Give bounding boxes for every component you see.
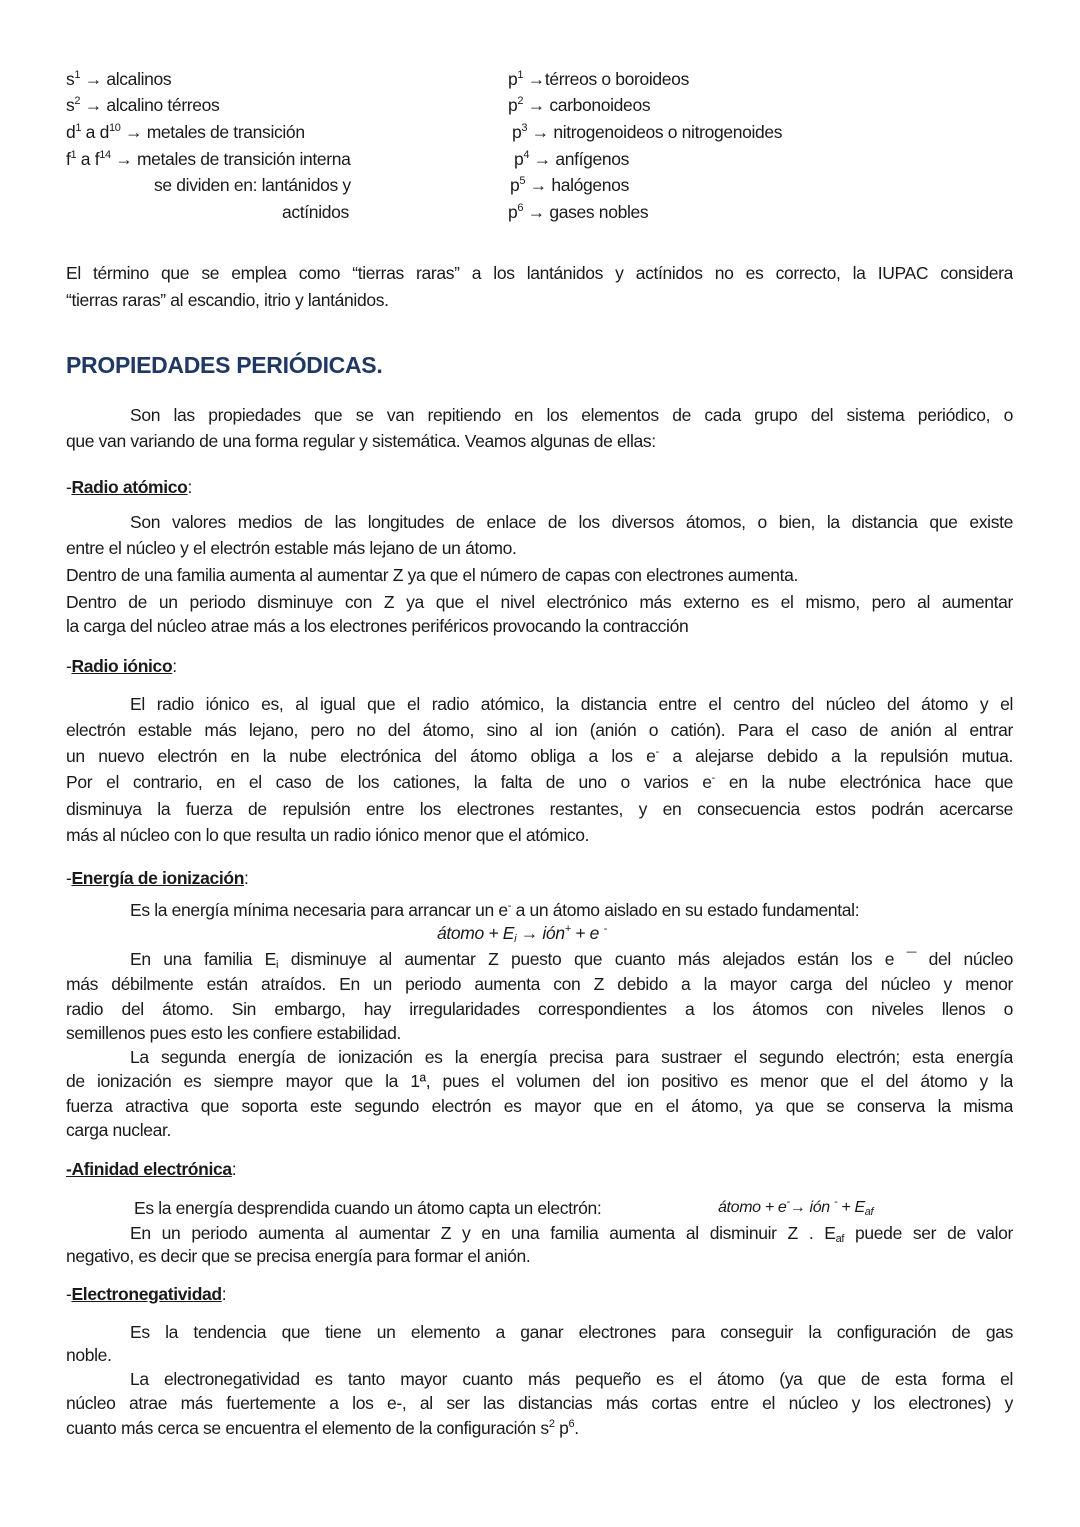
paragraph-line: El radio iónico es, al igual que el radio atómico, la distancia entre el centro del núcleo del átomo y el [130, 694, 1013, 714]
rare-earths-text: El término que se emplea como “tierras raras” a los lantánidos y actínidos no es correcto, la IUPAC considera [66, 263, 1013, 283]
lanthanides-note: se dividen en: lantánidos y [154, 175, 351, 195]
paragraph-line: disminuya la fuerza de repulsión entre los electrones restantes, y en consecuencia estos podrán acercarse [66, 799, 1013, 819]
paragraph-line: núcleo atrae más fuertemente a los e-, al ser las distancias más cortas entre el núcleo y los electrones) y [66, 1393, 1013, 1413]
paragraph-line: electrón estable más lejano, pero no del átomo, sino al ion (anión o catión). Para el caso de anión al entrar [66, 720, 1013, 740]
paragraph-line: Dentro de una familia aumenta al aumentar Z ya que el número de capas con electrones aumenta. [66, 565, 799, 585]
paragraph-line: carga nuclear. [66, 1120, 172, 1140]
ionization-equation: átomo + $E_i$ → ión+ + e - [437, 923, 607, 945]
configuration-group-item: $s^2$ → alcalino térreos [66, 95, 220, 115]
paragraph-line: cuanto más cerca se encuentra el elemento de la configuración $s^2$ $p^6$. [66, 1418, 579, 1438]
intro-text: Son las propiedades que se van repitiendo en los elementos de cada grupo del sistema periódico, o [130, 405, 1013, 425]
paragraph-line: más al núcleo con lo que resulta un radio iónico menor que el atómico. [66, 825, 590, 845]
paragraph-line: Dentro de un periodo disminuye con Z ya que el nivel electrónico más externo es el mismo, pero al aumentar [66, 592, 1013, 612]
configuration-group-item: $p^5$ → halógenos [510, 175, 629, 195]
configuration-group-item: $f^1$ a $f^{14}$ → metales de transición interna [66, 149, 351, 169]
paragraph-line: negativo, es decir que se precisa energía para formar el anión. [66, 1246, 531, 1266]
paragraph-line: semillenos pues esto les confiere estabilidad. [66, 1023, 402, 1043]
section-heading: PROPIEDADES PERIÓDICAS. [66, 352, 383, 378]
paragraph-line: radio del átomo. Sin embargo, hay irregularidades correspondientes a los átomos con niveles llenos o [66, 999, 1013, 1019]
affinity-equation: átomo + e-→ ión $^- + E_{af}$ [718, 1196, 874, 1218]
paragraph-line: La electronegatividad es tanto mayor cuanto más pequeño es el átomo (ya que de esta forma el [130, 1369, 1013, 1389]
paragraph-line: Es la tendencia que tiene un elemento a ganar electrones para conseguir la configuración de gas [130, 1322, 1013, 1342]
rare-earths-text: “tierras raras” al escandio, itrio y lantánidos. [66, 290, 389, 310]
paragraph-line: En una familia $E_i$ disminuye al aumentar Z puesto que cuanto más alejados están los e ¯ del núcleo [130, 949, 1013, 970]
paragraph-line: noble. [66, 1345, 112, 1365]
paragraph-line: de ionización es siempre mayor que la 1ª, pues el volumen del ion positivo es menor que el del átomo y la [66, 1071, 1013, 1091]
paragraph-line: la carga del núcleo atrae más a los electrones periféricos provocando la contracción [66, 616, 689, 636]
intro-text: que van variando de una forma regular y sistemática. Veamos algunas de ellas: [66, 431, 656, 451]
paragraph-line: Es la energía mínima necesaria para arrancar un e- a un átomo aislado en su estado fundamental: [130, 900, 860, 920]
actinides-note: actínidos [282, 202, 349, 222]
paragraph-line: Por el contrario, en el caso de los cationes, la falta de uno o varios e- en la nube electrónica hace que [66, 772, 1013, 792]
configuration-group-item: $s^1$ → alcalinos [66, 69, 172, 89]
paragraph-line: En un periodo aumenta al aumentar Z y en una familia aumenta al disminuir Z . $E_{af}$ puede ser de valor [130, 1223, 1013, 1244]
subsection-electronegatividad: -Electronegatividad: [66, 1284, 227, 1304]
configuration-group-item: $p^6$ → gases nobles [508, 202, 649, 222]
paragraph-line: un nuevo electrón en la nube electrónica del átomo obliga a los e- a alejarse debido a la repulsión mutua. [66, 746, 1013, 766]
configuration-group-item: $p^1$ →térreos o boroideos [508, 69, 689, 89]
configuration-group-item: $d^1$ a $d^{10}$ → metales de transición [66, 122, 305, 142]
paragraph-line: Son valores medios de las longitudes de enlace de los diversos átomos, o bien, la distancia que existe [130, 512, 1013, 532]
configuration-group-item: $p^3$ → nitrogenoideos o nitrogenoides [512, 122, 783, 142]
paragraph-line: fuerza atractiva que soporta este segundo electrón es mayor que en el átomo, ya que se conserva la misma [66, 1096, 1013, 1116]
paragraph-line: entre el núcleo y el electrón estable más lejano de un átomo. [66, 538, 517, 558]
subsection-afinidad-electronica: -Afinidad electrónica: [66, 1159, 237, 1179]
subsection-energia-ionizacion: -Energía de ionización: [66, 868, 249, 888]
subsection-radio-atomico: -Radio atómico: [66, 477, 193, 497]
configuration-group-item: $p^2$ → carbonoideos [508, 95, 651, 115]
paragraph-line: Es la energía desprendida cuando un átomo capta un electrón: [134, 1198, 602, 1218]
paragraph-line: más débilmente están atraídos. En un periodo aumenta con Z debido a la mayor carga del núcleo y menor [66, 974, 1013, 994]
subsection-radio-ionico: -Radio iónico: [66, 656, 177, 676]
paragraph-line: La segunda energía de ionización es la energía precisa para sustraer el segundo electrón; esta energía [130, 1047, 1013, 1067]
configuration-group-item: $p^4$ → anfígenos [514, 149, 630, 169]
